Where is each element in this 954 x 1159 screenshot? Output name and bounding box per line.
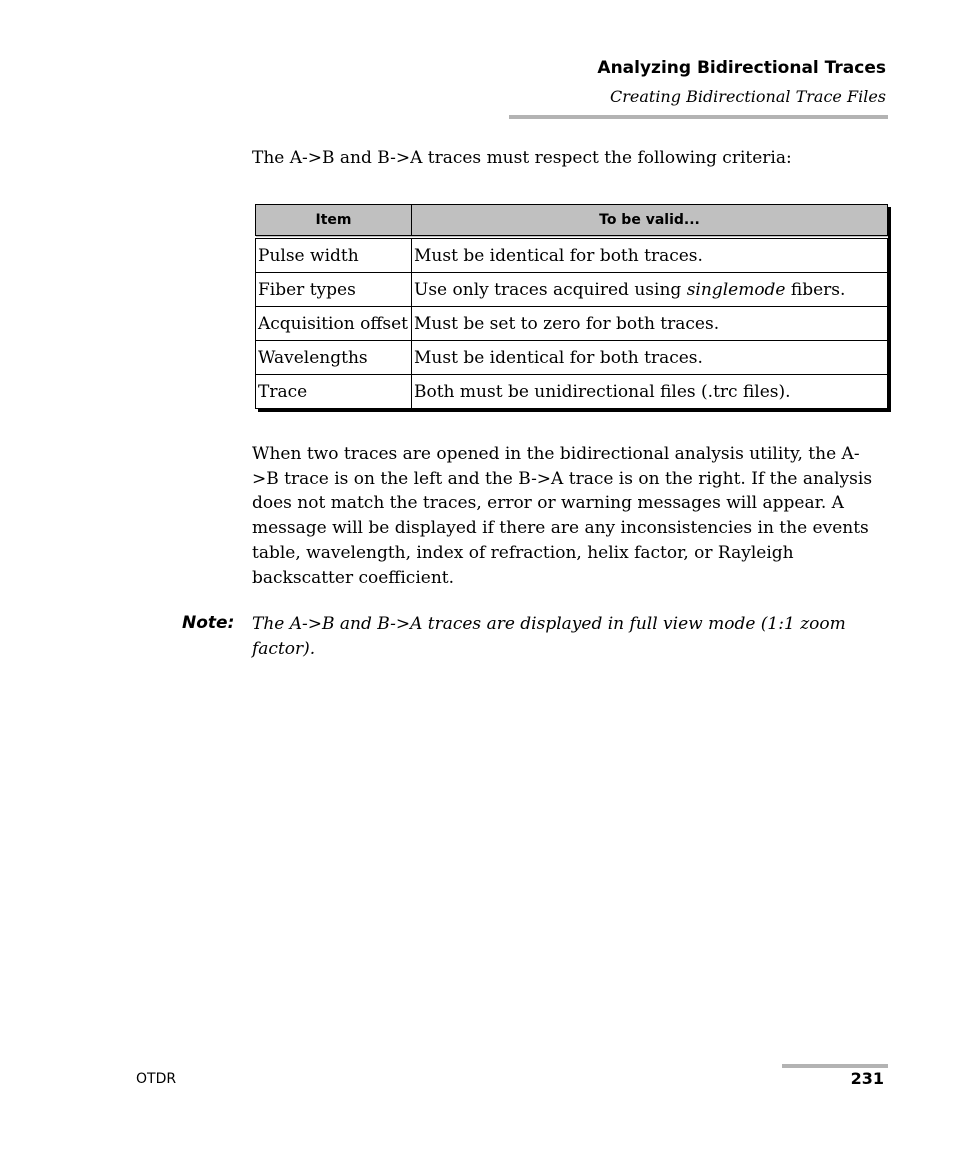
- value-text-emphasis: singlemode: [686, 279, 786, 300]
- table-cell-item: Pulse width: [256, 237, 412, 273]
- table-row: [256, 375, 888, 409]
- note-text: The A->B and B->A traces are displayed in full view mode (1:1 zoom factor).: [252, 614, 846, 659]
- chapter-title: Analyzing Bidirectional Traces: [597, 58, 886, 78]
- value-text-before: Use only traces acquired using: [414, 279, 687, 300]
- table-cell-item: Fiber types: [256, 273, 412, 307]
- criteria-table: [255, 204, 888, 409]
- section-title: Creating Bidirectional Trace Files: [609, 87, 886, 106]
- footer-product: OTDR: [136, 1071, 177, 1087]
- table-cell-value: [412, 273, 888, 307]
- note-label: Note:: [182, 613, 235, 633]
- table-cell-item: Trace: [256, 375, 412, 409]
- table-cell-value: Must be identical for both traces.: [412, 341, 888, 375]
- table-row: [256, 237, 888, 273]
- table-cell-value: Must be identical for both traces.: [412, 237, 888, 273]
- value-text-after: fibers.: [785, 279, 846, 300]
- table-cell-item: Acquisition offset: [256, 307, 412, 341]
- header-divider: [509, 115, 888, 119]
- table-cell-value: Must be set to zero for both traces.: [412, 307, 888, 341]
- table-row: [256, 307, 888, 341]
- table-row: [256, 273, 888, 307]
- table-row: [256, 341, 888, 375]
- table-cell-value: Both must be unidirectional files (.trc files).: [412, 375, 888, 409]
- footer-divider: [782, 1064, 888, 1068]
- column-header-valid: To be valid...: [412, 205, 888, 238]
- body-paragraph: When two traces are opened in the bidirectional analysis utility, the A->B trace is on the left and the B->A trace is on the right. If the analysis does not match the traces, error or warning messages will appear. A message will be displayed if there are any inconsistencies in the events table, wavelength, index of refraction, helix factor, or Rayleigh backscatter coefficient.: [252, 444, 873, 588]
- column-header-item: Item: [256, 205, 412, 238]
- page-number: 231: [850, 1069, 884, 1088]
- table-header-row: [256, 205, 888, 238]
- table-cell-item: Wavelengths: [256, 341, 412, 375]
- intro-paragraph: The A->B and B->A traces must respect the following criteria:: [252, 148, 792, 168]
